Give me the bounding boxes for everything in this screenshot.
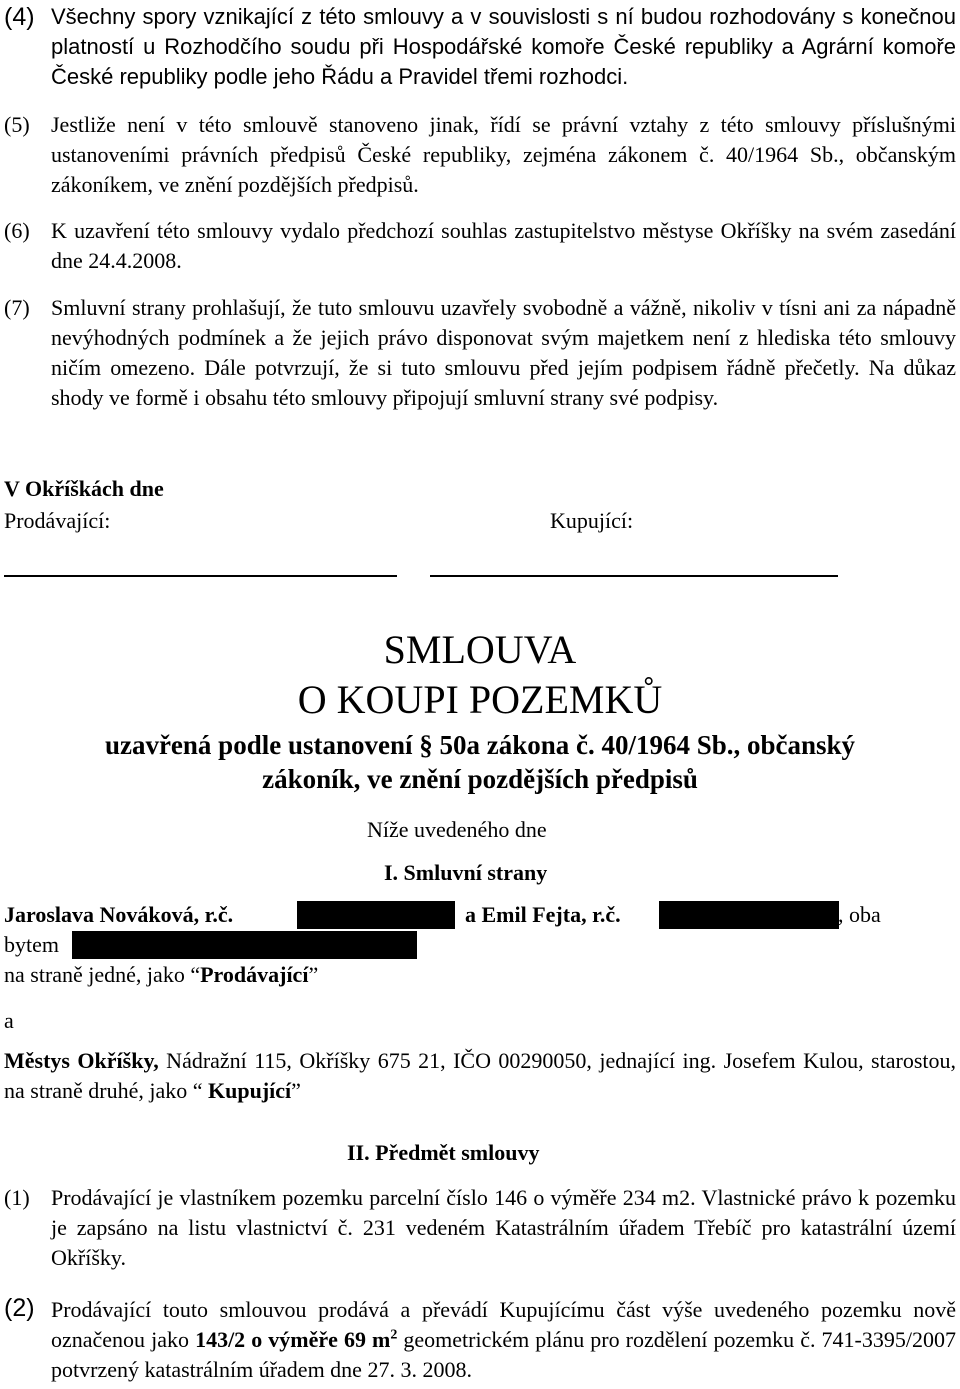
clause-text: K uzavření této smlouvy vydalo předchozí souhlas zastupitelstvo městyse Okříšky na svém zasedání dne 24.4.2008.: [51, 218, 956, 273]
side-suffix: ”: [308, 962, 319, 987]
buyer-role: Kupující: [208, 1078, 292, 1103]
buyer-signature-line: [430, 575, 838, 577]
superscript: 2: [390, 1327, 398, 1343]
side-prefix: na straně jedné, jako “: [4, 962, 201, 987]
clause-text-part: Prodávající touto smlouvou prodává a převádí Kupujícímu část výše uvedeného pozemku nově označenou jako: [51, 1297, 956, 1352]
document-subtitle: uzavřená podle ustanovení § 50a zákona č. 40/1964 Sb., občanský: [104, 730, 856, 760]
section-heading-parties: I. Smluvní strany: [384, 860, 548, 885]
seller-signature-label: Prodávající:: [4, 508, 111, 533]
buyer-party: [4, 1046, 956, 1106]
seller-side-label: [4, 960, 318, 990]
seller-2-name: a Emil Fejta, r.č.: [465, 902, 621, 927]
buyer-details: Nádražní 115, Okříšky 675 21, IČO 00290050, jednající ing. Josefem Kulou, starostou, na straně druhé, jako “: [4, 1048, 956, 1103]
buyer-name: Městys Okříšky,: [4, 1048, 159, 1073]
parcel-designation: 143/2 o výměře 69 m: [195, 1327, 391, 1352]
clause-number: (1): [4, 1185, 30, 1210]
document-title: SMLOUVA: [383, 627, 577, 672]
clause-number: (6): [4, 218, 30, 243]
clause-text: Všechny spory vznikající z této smlouvy a v souvislosti s ní budou rozhodovány s konečnou platností u Rozhodčího soudu při Hospodářské komoře České republiky a Agrární komoře České republiky podle jeho Řádu a Pravidel třemi rozhodci.: [51, 4, 956, 89]
seller-1-name: Jaroslava Nováková, r.č.: [4, 902, 234, 927]
clause-text-part: Jestliže není v této smlouvě stanoveno jinak, řídí se právní vztahy z této smlouvy příslušnými ustanoveními právních předpisů České republiky, zejména zákonem č. 40/1964 Sb.: [51, 112, 956, 167]
bytem-label: bytem: [4, 932, 59, 957]
oba-text: , oba: [838, 902, 881, 927]
clause-text: Prodávající je vlastníkem pozemku parcelní číslo 146 o výměře 234 m2. Vlastnické právo k pozemku je zapsáno na listu vlastnictví č. 231 vedeném Katastrálním úřadem Třebíč pro katastrální území Okříšky.: [51, 1185, 956, 1270]
clause-number: (2): [4, 1294, 35, 1322]
clause-number: (5): [4, 112, 30, 137]
clause-text: Smluvní strany prohlašují, že tuto smlouvu uzavřely svobodně a vážně, nikoliv v tísni ani za nápadně nevýhodných podmínek a že jejich právo disponovat svým majetkem není z hlediska této smlouvy ničím omezeno. Dále potvrzují, že si tuto smlouvu před jejím podpisem řádně přečetly. Na důkaz shody ve formě i obsahu této smlouvy připojují smluvní strany své podpisy.: [51, 295, 956, 410]
clause-text-part: geometrickém plánu pro rozdělení pozemku č. 741-3395/2007 potvrzený katastrálním úřadem dne 27. 3. 2008.: [51, 1327, 956, 1382]
section-heading-subject: II. Předmět smlouvy: [347, 1140, 540, 1165]
clause-number: (7): [4, 295, 30, 320]
redaction-box: [659, 901, 839, 929]
clause-text: [51, 110, 956, 200]
date-line: Níže uvedeného dne: [367, 817, 547, 842]
buyer-suffix: ”: [291, 1078, 301, 1103]
buyer-signature-label: Kupující:: [550, 508, 634, 533]
place-date-label: V Okříškách dne: [4, 476, 164, 501]
document-title-line-2: O KOUPI POZEMKŮ: [297, 677, 663, 722]
seller-role: Prodávající: [200, 962, 309, 987]
clause-text-part: , občanským zákoníkem, ve znění pozdějších předpisů.: [51, 142, 957, 197]
and-text: a: [4, 1008, 14, 1033]
seller-signature-line: [4, 575, 397, 577]
document-subtitle-line-2: zákoník, ve znění pozdějších předpisů: [262, 764, 698, 794]
clause-number: (4): [4, 3, 35, 31]
clause-text: [51, 1295, 956, 1385]
redaction-box: [72, 931, 417, 959]
redaction-box: [297, 901, 455, 929]
